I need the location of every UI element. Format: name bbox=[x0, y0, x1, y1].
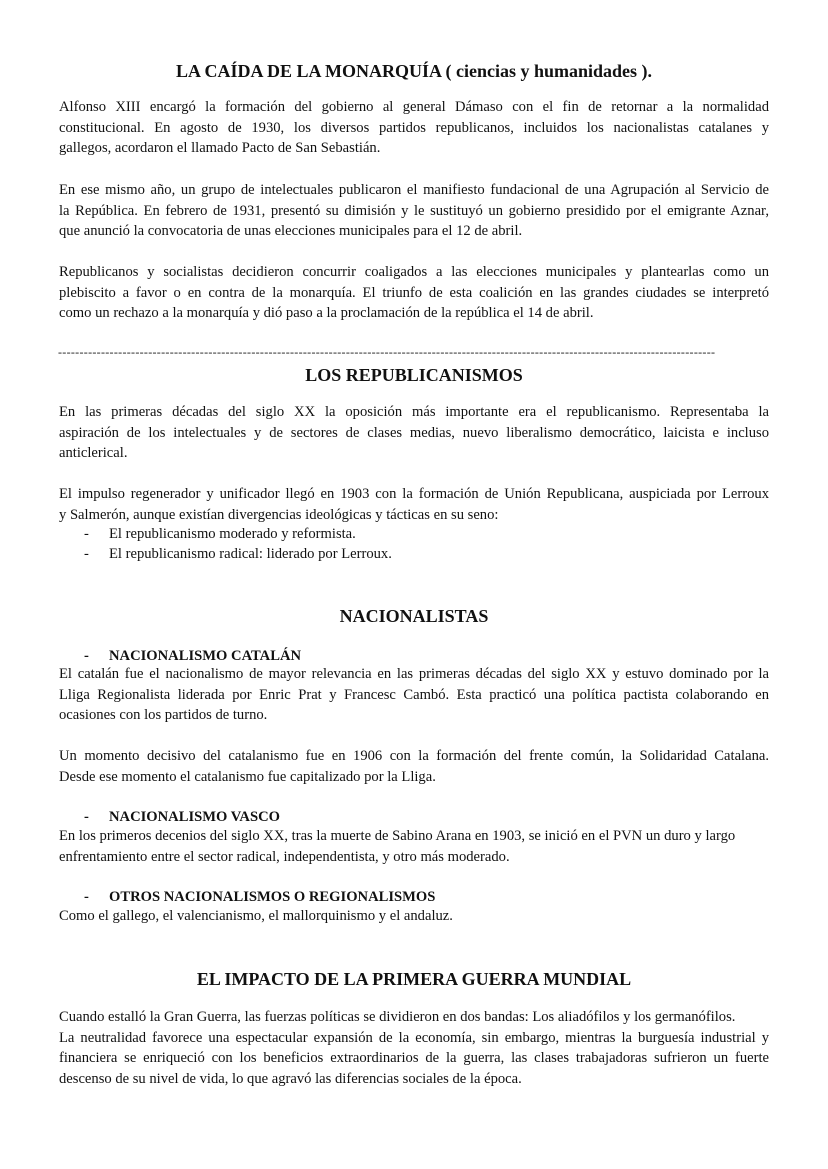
bullet-dash: - bbox=[84, 889, 89, 905]
bullet-dash: - bbox=[84, 546, 89, 562]
section-title-nacionalistas: NACIONALISTAS bbox=[339, 606, 489, 626]
paragraph-monarquia-1: Alfonso XIII encargó la formación del gobierno al general Dámaso con el fin de retornar a la normalidad constitucional. En agosto de 1930, los diversos partidos republicanos, incluidos los nacionalistas catalanes y gallegos, acordaron el llamado Pacto de San Sebastián. bbox=[59, 99, 769, 157]
paragraph-monarquia-3: Republicanos y socialistas decidieron concurrir coaligados a las elecciones municipales y plantearlas como un plebiscito a favor o en contra de la monarquía. El triunfo de esta coalición en las grandes ciudades se interpretó como un rechazo a la monarquía y dió paso a la proclamación de la república el 14 de abril. bbox=[59, 264, 769, 322]
list-item: - El republicanismo radical: liderado por Lerroux. bbox=[84, 544, 392, 565]
subsection-title-vasco: - NACIONALISMO VASCO bbox=[84, 809, 280, 825]
paragraph-catalan-1: El catalán fue el nacionalismo de mayor relevancia en las primeras décadas del siglo XX y estuvo dominado por la Lliga Regionalista liderada por Enric Prat y Francesc Cambó. Esta practicó una política pactista colaborando en ocasiones con los partidos de turno. bbox=[59, 666, 769, 724]
paragraph-vasco-1: En los primeros decenios del siglo XX, tras la muerte de Sabino Arana en 1903, se inició en el PVN un duro y largo enfrentamiento entre el sector radical, independentista, y otro más moderado. bbox=[59, 828, 736, 865]
subsection-title-catalan: - NACIONALISMO CATALÁN bbox=[84, 648, 302, 664]
subsection-title-otros: - OTROS NACIONALISMOS O REGIONALISMOS bbox=[84, 889, 436, 905]
paragraph-republicanismos-1: En las primeras décadas del siglo XX la oposición más importante era el republicanismo. Representaba la aspiración de los intelectuales y de sectores de clases medias, nuevo liberalismo democrático, laicista e incluso anticlerical. bbox=[59, 404, 769, 462]
paragraph-republicanismos-2: El impulso regenerador y unificador llegó en 1903 con la formación de Unión Republicana, auspiciada por Lerroux y Salmerón, aunque existían divergencias ideológicas y tácticas en su seno: bbox=[59, 486, 769, 523]
paragraph-guerra-1: Cuando estalló la Gran Guerra, las fuerzas políticas se dividieron en dos bandas: Los aliadófilos y los germanófilos. La neutralidad favorece una espectacular expansión de la economía, sin embargo, mientras la burguesía industrial y financiera se enriqueció con los beneficios extraordinarios de la guerra, las clases trabajadoras sufrieron un fuerte descenso de su nivel de vida, lo que agravó las diferencias sociales de la época. bbox=[59, 1009, 769, 1087]
section-title-guerra: EL IMPACTO DE LA PRIMERA GUERRA MUNDIAL bbox=[196, 969, 632, 989]
section-title-republicanismos: LOS REPUBLICANISMOS bbox=[305, 365, 523, 385]
list-item: - El republicanismo moderado y reformista. bbox=[84, 524, 356, 545]
paragraph-catalan-2: Un momento decisivo del catalanismo fue en 1906 con la formación del frente común, la Solidaridad Catalana. Desde ese momento el catalanismo fue capitalizado por la Lliga. bbox=[59, 748, 769, 785]
bullet-dash: - bbox=[84, 526, 89, 542]
bullet-dash: - bbox=[84, 648, 89, 664]
dashed-separator: --------------------------------------------------------------------------------------------------------------------------------------------------------- bbox=[58, 345, 716, 359]
bullet-dash: - bbox=[84, 809, 89, 825]
paragraph-otros-1: Como el gallego, el valencianismo, el mallorquinismo y el andaluz. bbox=[59, 908, 453, 924]
section-title-monarquia: LA CAÍDA DE LA MONARQUÍA ( ciencias y humanidades ). bbox=[175, 61, 653, 81]
paragraph-monarquia-2: En ese mismo año, un grupo de intelectuales publicaron el manifiesto fundacional de una Agrupación al Servicio de la República. En febrero de 1931, presentó su dimisión y le sustituyó un gobierno presidido por el emigrante Aznar, que anunció la convocatoria de unas elecciones municipales para el 12 de abril. bbox=[59, 182, 769, 240]
